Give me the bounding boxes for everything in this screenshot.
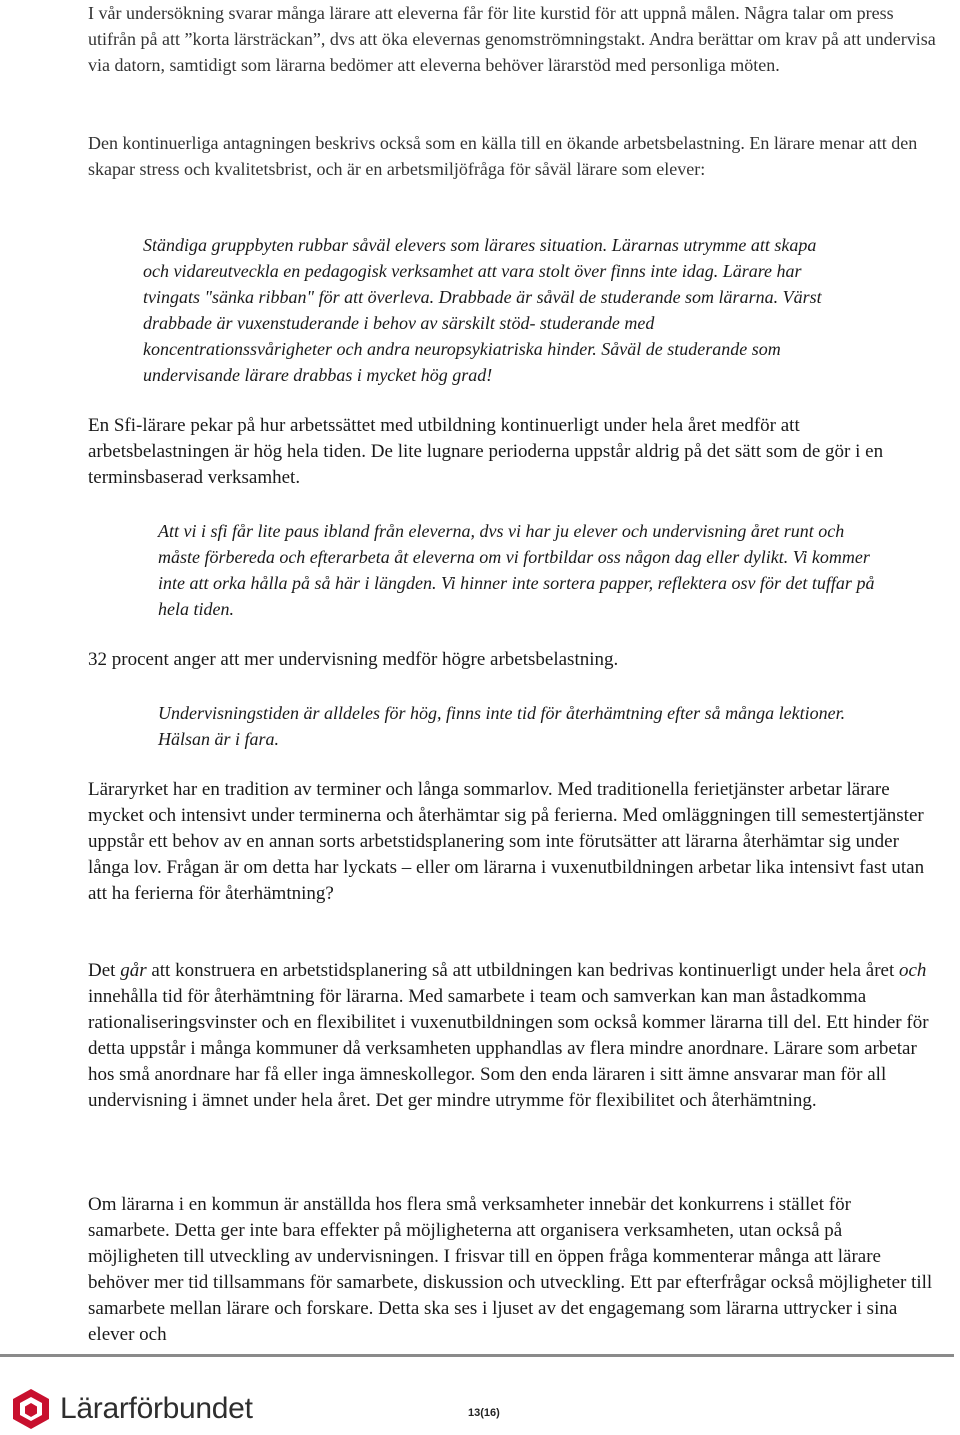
- paragraph-6: [88, 958, 936, 1114]
- paragraph-6-part-b: att konstruera en arbetstidsplanering så att utbildningen kan bedrivas kontinuerligt under hela året: [146, 960, 899, 981]
- lararforbundet-logo-icon: [12, 1388, 50, 1430]
- quote-1: Ständiga gruppbyten rubbar såväl elevers som lärares situation. Lärarnas utrymme att skapa och vidareutveckla en pedagogisk verksamhet att vara stolt över finns inte idag. Lärare har tvingats "sänka ribban" för att överleva. Drabbade är såväl de studerande som lärarna. Värst drabbade är vuxenstuderande i behov av särskilt stöd- studerande med koncentrationssvårigheter och andra neuropsykiatriska hinder. Såväl de studerande som undervisande lärare drabbas i mycket hög grad!: [143, 235, 822, 385]
- paragraph-7: Om lärarna i en kommun är anställda hos flera små verksamheter innebär det konkurrens i stället för samarbete. Detta ger inte bara effekter på möjligheterna att organisera verksamheten, utan också på möjligheten till utveckling av undervisningen. I frisvar till en öppen fråga kommenterar många att lärare behöver mer tid tillsammans för samarbete, diskussion och utveckling. Ett par efterfrågar också möjligheter till samarbete mellan lärare och forskare. Detta ska ses i ljuset av det engagemang som lärarna uttrycker i sina elever och: [88, 1194, 933, 1345]
- paragraph-6-emphasis-gar: går: [120, 960, 147, 981]
- paragraph-3: En Sfi-lärare pekar på hur arbetssättet med utbildning kontinuerligt under hela året medför att arbetsbelastningen är hög hela tiden. De lite lugnare perioderna uppstår aldrig på det sätt som de gör i en terminsbaserad verksamhet.: [88, 415, 884, 488]
- paragraph-5: Läraryrket har en tradition av terminer och långa sommarlov. Med traditionella ferietjänster arbetar lärare mycket och intensivt under terminerna och återhämtar sig på ferierna. Med omläggningen till semestertjänster uppstår ett behov av en annan sorts arbetstidsplanering som inte förutsätter att lärarna återhämtar sig under långa lov. Frågan är om detta har lyckats – eller om lärarna i vuxenutbildningen arbetar lika intensivt fast utan att ha ferierna för återhämtning?: [88, 779, 925, 904]
- paragraph-2: Den kontinuerliga antagningen beskrivs också som en källa till en ökande arbetsbelastning. En lärare menar att den skapar stress och kvalitetsbrist, och är en arbetsmiljöfråga för såväl lärare som elever:: [88, 133, 918, 179]
- footer-logo: [12, 1387, 253, 1431]
- footer-divider: [0, 1354, 954, 1357]
- footer-brand-name: Lärarförbundet: [60, 1392, 253, 1425]
- page-number: 13(16): [468, 1407, 500, 1419]
- paragraph-1: I vår undersökning svarar många lärare att eleverna får för lite kurstid för att uppnå målen. Några talar om press utifrån på att ”korta lärsträckan”, dvs att öka elevernas genomströmningstakt. Andra berättar om krav på att undervisa via datorn, samtidigt som lärarna bedömer att eleverna behöver lärarstöd med personliga möten.: [88, 3, 936, 75]
- paragraph-6-emphasis-och: och: [898, 960, 927, 981]
- paragraph-4: 32 procent anger att mer undervisning medför högre arbetsbelastning.: [88, 649, 619, 670]
- paragraph-6-part-a: Det: [88, 960, 121, 981]
- quote-3: Undervisningstiden är alldeles för hög, finns inte tid för återhämtning efter så många lektioner. Hälsan är i fara.: [158, 703, 846, 749]
- paragraph-6-part-c: innehålla tid för återhämtning för lärarna. Med samarbete i team och samverkan kan man åstadkomma rationaliseringsvinster och en flexibilitet i vuxenutbildningen som också kommer lärarna till del. Ett hinder för detta uppstår i många kommuner då verksamheten upphandlas av flera mindre anordnare. Lärare som arbetar hos små anordnare har få eller inga ämneskollegor. Som den enda läraren i sitt ämne ansvarar man för all undervisning i ämnet under hela året. Det ger mindre utrymme för flexibilitet och återhämtning.: [88, 986, 929, 1111]
- quote-2: Att vi i sfi får lite paus ibland från eleverna, dvs vi har ju elever och undervisning året runt och måste förbereda och efterarbeta åt eleverna om vi fortbildar oss någon dag eller dylikt. Vi kommer inte att orka hålla på så här i längden. Vi hinner inte sortera papper, reflektera osv för det tuffar på hela tiden.: [158, 521, 875, 619]
